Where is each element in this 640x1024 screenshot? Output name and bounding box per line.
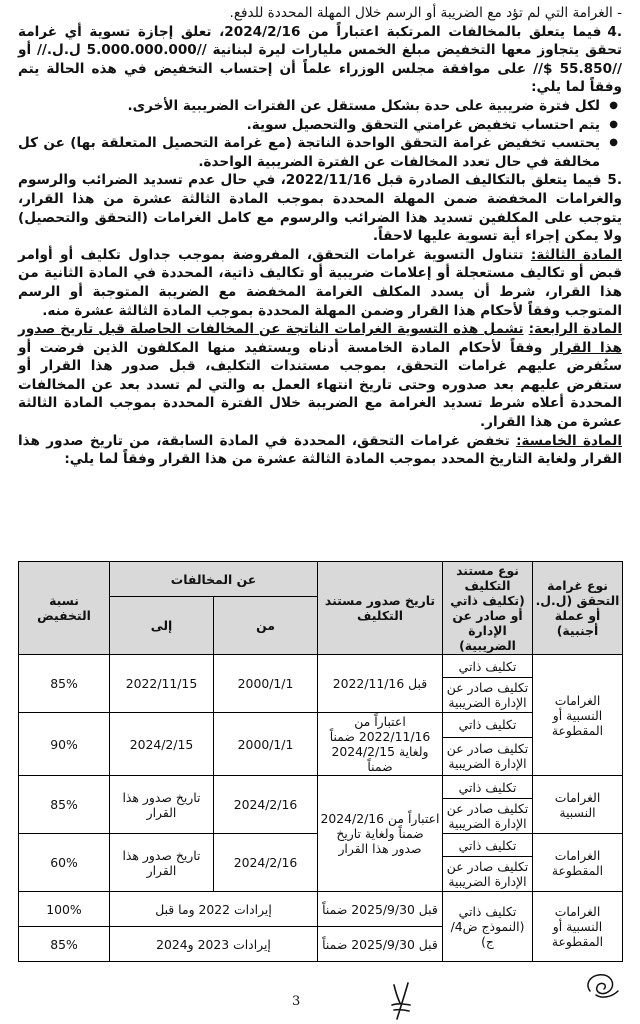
doc-type-cell: تكليف صادر عن الإدارة الضريبية [443, 678, 533, 713]
from-cell: 2000/1/1 [214, 655, 318, 713]
item-number: .5 [607, 172, 622, 189]
header-rate: نسبة التخفيض [19, 562, 110, 655]
doc-type-cell: تكليف ذاتي [443, 834, 533, 857]
doc-type-cell: تكليف ذاتي [443, 776, 533, 799]
period-cell: إيرادات 2022 وما قبل [110, 892, 318, 927]
issue-date-cell: قبل 2025/9/30 ضمناً [318, 927, 443, 962]
article-title: المادة الثالثة: [530, 246, 623, 263]
table-row [19, 892, 623, 927]
fine-type-cell: الغرامات النسبية أو المقطوعة [533, 892, 623, 962]
list-item: ● يحتسب تخفيض غرامة التحقق الواحدة الناتجة (مع غرامة التحصيل المتعلقة بها) عن كل مخالفة في حال تعدد المخالفات عن الفترة الضريبية الواحدة. [18, 134, 600, 171]
scribble-signature [582, 969, 622, 1001]
list-item: ● يتم احتساب تخفيض غرامتي التحقق والتحصيل سوية. [18, 116, 600, 135]
issue-date-cell: اعتباراً من 2024/2/16 ضمناً ولغاية تاريخ صدور هذا القرار [318, 776, 443, 892]
list-item: ● لكل فترة ضريبية على حدة بشكل مستقل عن الفترات الضريبية الأخرى. [18, 97, 600, 116]
to-cell: 2024/2/15 [110, 713, 214, 776]
fine-type-cell: الغرامات النسبية أو المقطوعة [533, 655, 623, 776]
rate-cell: 90% [19, 713, 110, 776]
item-number: .4 [607, 23, 623, 40]
to-cell: تاريخ صدور هذا القرار [110, 834, 214, 892]
table-row [19, 776, 623, 799]
paragraph-item-5 [18, 171, 622, 245]
rate-cell: 100% [19, 892, 110, 927]
fine-type-cell: الغرامات المقطوعة [533, 834, 623, 892]
bullet-list [18, 97, 622, 171]
paragraph-item-4 [18, 23, 622, 97]
issue-date-cell: قبل 2022/11/16 [318, 655, 443, 713]
period-cell: إيرادات 2023 و2024 [110, 927, 318, 962]
header-to: إلى [110, 597, 214, 655]
fine-type-cell: الغرامات النسبية [533, 776, 623, 834]
article-emphasis: تشمل هذه التسوية الغرامات الناتجة عن المخالفات الحاصلة قبل تاريخ صدور هذا القرار [18, 321, 622, 356]
article-text: وفقاً لأحكام المادة الخامسة أدناه ويستفيد منها المكلفون الذين فرضت أو ستُفرض عليهم غرامات التحقق، بموجب مستندات التكليف، قبل صدور هذا القرار أو ستفرض عليهم بعد صدوره وحتى تاريخ انتهاء العمل به والتي لم تسدد بعد عن المخالفات المحددة أعلاه شرط تسديد الغرامة مع الضريبة خلال الفترة المحددة بموجب المادة الثالثة عشرة من هذا القرار. [18, 339, 622, 431]
doc-type-cell: تكليف صادر عن الإدارة الضريبية [443, 857, 533, 892]
body-text [18, 4, 622, 469]
to-cell: تاريخ صدور هذا القرار [110, 776, 214, 834]
table-row [19, 713, 623, 738]
article-five [18, 432, 622, 469]
doc-type-cell: تكليف ذاتي (النموذج ض4/ج) [443, 892, 533, 962]
issue-date-cell: اعتباراً من 2022/11/16 ضمناً ولغاية 2024/2/15 ضمناً [318, 713, 443, 776]
from-cell: 2024/2/16 [214, 834, 318, 892]
rate-cell: 85% [19, 655, 110, 713]
page-number: 3 [292, 994, 301, 1009]
to-cell: 2022/11/15 [110, 655, 214, 713]
fines-reduction-table [18, 561, 623, 962]
article-four [18, 320, 622, 432]
article-text: تتناول التسوية غرامات التحقق، المفروضة بموجب جداول تكليف أو أوامر قبض أو تكاليف مستعجلة أو إعلامات ضريبية أو تكاليف ذاتية، المحددة في المادة الثانية من هذا القرار، شرط أن يسدد المكلف الغرامة المخفضة مع الضريبة المتوجبة أو الرسم المتوجب وفقاً لأحكام هذا القرار وضمن المهلة المحددة بموجب المادة الثالثة عشرة منه. [18, 246, 622, 319]
header-violations: عن المخالفات [110, 562, 318, 597]
header-from: من [214, 597, 318, 655]
article-three [18, 246, 622, 320]
issue-date-cell: قبل 2025/9/30 ضمناً [318, 892, 443, 927]
table-row [19, 655, 623, 678]
header-issue-date: تاريخ صدور مستند التكليف [318, 562, 443, 655]
from-cell: 2024/2/16 [214, 776, 318, 834]
doc-type-cell: تكليف صادر عن الإدارة الضريبية [443, 799, 533, 834]
rate-cell: 85% [19, 927, 110, 962]
header-fine-type: نوع غرامة التحقق (ل.ل. أو عملة أجنبية) [533, 562, 623, 655]
article-title: المادة الخامسة: [516, 432, 623, 449]
doc-type-cell: تكليف ذاتي [443, 713, 533, 738]
item-text: فيما يتعلق بالمخالفات المرتكبة اعتباراً من 2024/2/16، تعلق إجازة تسوية أي غرامة تحقق يتجاوز معها التخفيض مبلغ الخمس مليارات ليرة لبنانية //5.000.000.000 ل.ل.// أو //55.850 $// على موافقة مجلس الوزراء علماً أن إحتساب التخفيض في هذه الحالة يتم وفقاً لما يلي: [18, 23, 622, 96]
paragraph-fine-unpaid: - الغرامة التي لم تؤد مع الضريبة أو الرسم خلال المهلة المحددة للدفع. [229, 5, 622, 21]
rate-cell: 60% [19, 834, 110, 892]
doc-type-cell: تكليف صادر عن الإدارة الضريبية [443, 737, 533, 775]
initials-signature [388, 979, 414, 1023]
header-doc-type: نوع مستند التكليف (تكليف ذاتي أو صادر عن الإدارة الضريبية) [443, 562, 533, 655]
article-title: المادة الرابعة: [528, 321, 622, 338]
item-text: فيما يتعلق بالتكاليف الصادرة قبل 2022/11/16، في حال عدم تسديد الضرائب والرسوم والغرامات المخفضة ضمن المهلة المحددة بموجب المادة الثالثة عشرة من هذا القرار، يتوجب على المكلفين تسديد هذا الضرائب والرسوم مع كامل الغرامات (التحقق والتحصيل) ولا يمكن إجراء أية تسوية عليها لاحقاً. [18, 172, 622, 245]
table-header-row [19, 562, 623, 597]
from-cell: 2000/1/1 [214, 713, 318, 776]
doc-type-cell: تكليف ذاتي [443, 655, 533, 678]
article-text: تخفض غرامات التحقق، المحددة في المادة السابقة، من تاريخ صدور هذا القرار ولغاية التاريخ المحدد بموجب المادة الثالثة عشرة من هذا القرار وفقاً لما يلي: [18, 432, 622, 468]
rate-cell: 85% [19, 776, 110, 834]
